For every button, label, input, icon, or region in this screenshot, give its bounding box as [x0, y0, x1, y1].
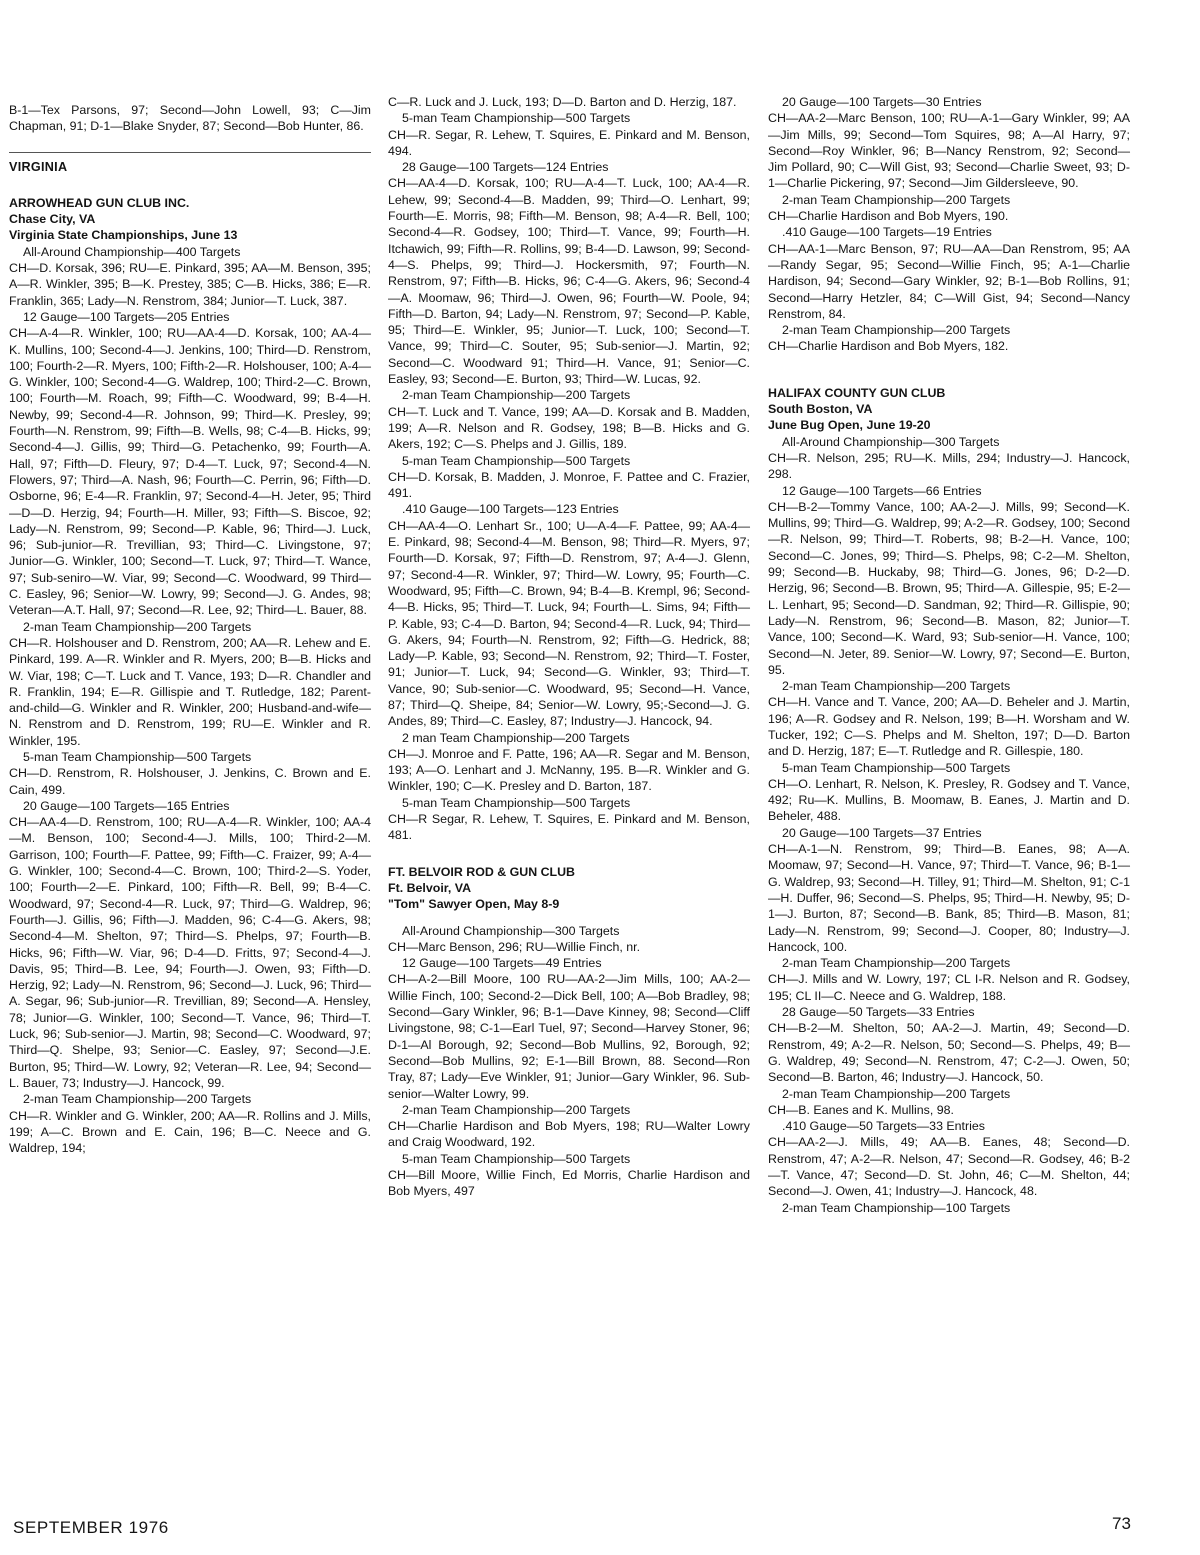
event-category: 2-man Team Championship—200 Targets [782, 1086, 1011, 1101]
event-category: 20 Gauge—100 Targets—165 Entries [23, 798, 230, 813]
results-paragraph: CH—H. Vance and T. Vance, 200; AA—D. Beheler and J. Martin, 196; A—R. Godsey and R. Nelson, 199; B—H. Worsham and W. Tucker, 192; C—S. Phelps and M. Shelton, 197; D—D. Barton and D. Herzig, 187; E—T. Rutledge and R. Gillespie, 180. [768, 695, 1130, 759]
event-category: All-Around Championship—300 Targets [782, 434, 1000, 449]
event-category: 2-man Team Championship—100 Targets [782, 1200, 1011, 1215]
event-category: 2-man Team Championship—200 Targets [402, 1102, 631, 1117]
results-paragraph: CH—B-2—M. Shelton, 50; AA-2—J. Martin, 49; Second—D. Renstrom, 49; A-2—R. Nelson, 50; Second—S. Phelps, 49; B—G. Waldrep, 49; Second—N. Renstrom, 47; C-2—J. Owen, 50; Second—B. Barton, 46; Industry—J. Hancock, 50. [768, 1021, 1130, 1085]
issue-date: SEPTEMBER 1976 [13, 1518, 169, 1537]
event-title: June Bug Open, June 19-20 [768, 418, 931, 433]
column-3 [768, 94, 1130, 1216]
event-category: 20 Gauge—100 Targets—37 Entries [782, 825, 982, 840]
event-title: "Tom" Sawyer Open, May 8-9 [388, 897, 560, 912]
club-name: ARROWHEAD GUN CLUB INC. [9, 195, 190, 210]
results-paragraph: CH—AA-4—D. Korsak, 100; RU—A-4—T. Luck, 100; AA-4—R. Lehew, 99; Second-4—B. Madden, 99; Third—O. Lenhart, 99; Fourth—E. Morris, 98; Fifth—M. Benson, 98; A-4—R. Bell, 100; Second-4—R. Godsey, 100; Third—T. Vance, 99; Fourth—H. Itchawich, 99; Fifth—R. Rollins, 99; B-4—D. Lawson, 99; Second-4—S. Phelps, 99; Third—J. Hockersmith, 97; Fourth—N. Renstrom, 97; Fifth—B. Hicks, 96; C-4—G. Akers, 96; Second-4—A. Moomaw, 96; Third—J. Owen, 96; Fourth—W. Poole, 94; Fifth—D. Barton, 94; Lady—N. Renstrom, 97; Second—P. Kable, 95; Third—E. Winkler, 95; Junior—T. Luck, 100; Second—T. Vance, 99; Third—C. Souter, 95; Sub-senior—J. Martin, 92; Second—C. Woodward 91; Third—H. Vance, 91; Senior—C. Easley, 93; Second—E. Burton, 93; Third—W. Lucas, 92. [388, 176, 750, 387]
results-paragraph: CH—AA-2—Marc Benson, 100; RU—A-1—Gary Winkler, 99; AA—Jim Mills, 99; Second—Tom Squires, 98; A—Al Harry, 97; Second—Roy Winkler, 96; B—Nancy Renstrom, 92; Second—Jim Pollard, 90; C—Will Gist, 93; Second—Charlie Sweet, 93; D-1—Charlie Pickering, 97; Second—Jim Gildersleeve, 90. [768, 111, 1130, 191]
column-2 [388, 94, 750, 1200]
results-paragraph: CH—Charlie Hardison and Bob Myers, 198; RU—Walter Lowry and Craig Woodward, 192. [388, 1119, 750, 1150]
event-category: .410 Gauge—100 Targets—123 Entries [402, 502, 619, 517]
results-paragraph: CH—Charlie Hardison and Bob Myers, 182. [768, 339, 1009, 354]
results-paragraph: CH—J. Mills and W. Lowry, 197; CL I-R. Nelson and R. Godsey, 195; CL II—C. Neece and G. Waldrep, 188. [768, 972, 1130, 1003]
event-category: 2-man Team Championship—200 Targets [402, 388, 631, 403]
event-category: All-Around Championship—400 Targets [23, 244, 241, 259]
event-category: 2-man Team Championship—200 Targets [23, 619, 252, 634]
event-category: 5-man Team Championship—500 Targets [782, 760, 1011, 775]
results-paragraph: CH—R. Segar, R. Lehew, T. Squires, E. Pinkard and M. Benson, 494. [388, 127, 750, 158]
event-category: All-Around Championship—300 Targets [402, 923, 620, 938]
results-paragraph: CH—AA-2—J. Mills, 49; AA—B. Eanes, 48; Second—D. Renstrom, 47; A-2—R. Nelson, 47; Second—R. Godsey, 46; B-2—T. Vance, 47; Second—D. St. John, 46; C—M. Shelton, 44; Second—J. Owen, 41; Industry—J. Hancock, 48. [768, 1135, 1130, 1199]
event-category: .410 Gauge—50 Targets—33 Entries [782, 1119, 985, 1134]
event-category: 20 Gauge—100 Targets—30 Entries [782, 95, 982, 109]
club-location: South Boston, VA [768, 402, 873, 417]
event-category: 5-man Team Championship—500 Targets [402, 795, 631, 810]
club-name: FT. BELVOIR ROD & GUN CLUB [388, 864, 576, 879]
event-category: 12 Gauge—100 Targets—205 Entries [23, 309, 230, 324]
event-category: 12 Gauge—100 Targets—49 Entries [402, 956, 602, 971]
event-category: 2-man Team Championship—200 Targets [23, 1092, 252, 1107]
spacer [388, 913, 750, 923]
state-heading: VIRGINIA [9, 159, 68, 174]
event-category: 2-man Team Championship—200 Targets [782, 323, 1011, 338]
club-location: Chase City, VA [9, 212, 96, 227]
spacer [9, 175, 371, 195]
spacer [768, 375, 1130, 385]
club-name: HALIFAX COUNTY GUN CLUB [768, 385, 946, 400]
results-paragraph: CH—A-1—N. Renstrom, 99; Third—B. Eanes, 98; A—A. Moomaw, 97; Second—H. Vance, 97; Third—T. Vance, 96; B-1—G. Waldrep, 93; Second—H. Tilley, 91; Third—M. Shelton, 91; C-1—H. Duffer, 96; Second—S. Phelps, 95; Third—H. Newby, 95; D-1—J. Burton, 87; Second—B. Bank, 85; Third—B. Mason, 81; Lady—N. Renstrom, 99; Second—J. Cooper, 80; Industry—J. Hancock, 100. [768, 842, 1131, 954]
event-category: 28 Gauge—50 Targets—33 Entries [782, 1005, 975, 1020]
event-category: 12 Gauge—100 Targets—66 Entries [782, 483, 982, 498]
results-paragraph: CH—D. Korsak, 396; RU—E. Pinkard, 395; AA—M. Benson, 395; A—R. Winkler, 395; B—K. Prestey, 385; C—B. Hicks, 386; E—R. Franklin, 365; Lady—N. Renstrom, 384; Junior—T. Luck, 387. [9, 261, 371, 308]
event-category: 5-man Team Championship—500 Targets [23, 749, 252, 764]
event-category: .410 Gauge—100 Targets—19 Entries [782, 225, 992, 240]
spacer [388, 844, 750, 864]
results-paragraph: CH—Bill Moore, Willie Finch, Ed Morris, Charlie Hardison and Bob Myers, 497 [388, 1168, 750, 1199]
event-category: 5-man Team Championship—500 Targets [402, 111, 631, 126]
results-paragraph: CH—R. Winkler and G. Winkler, 200; AA—R. Rollins and J. Mills, 199; A—C. Brown and E. Cain, 196; B—C. Neece and G. Waldrep, 194; [9, 1108, 371, 1156]
event-category: 2-man Team Championship—200 Targets [782, 192, 1011, 207]
results-paragraph: CH—A-4—R. Winkler, 100; RU—AA-4—D. Korsak, 100; AA-4—K. Mullins, 100; Second-4—J. Jenkins, 100; Third—D. Renstrom, 100; Fourth-2—R. Myers, 100; Fifth-2—R. Holshouser, 100; A-4—G. Winkler, 100; Second-4—G. Waldrep, 100; Third-2—C. Brown, 100; Fourth—M. Roach, 99; Fifth—C. Woodward, 99; B-4—H. Newby, 99; Second-4—R. Johnson, 99; Third—K. Presley, 99; Fourth—N. Renstrom, 99; Fifth—B. Wells, 98; C-4—B. Hicks, 99; Second-4—J. Gillis, 99; Third—G. Petachenko, 99; Fourth—A. Hall, 97; Fifth—D. Fleury, 97; D-4—T. Luck, 97; Second-4—N. Flowers, 97; Third—A. Nash, 96; Fourth—C. Perrin, 96; Fifth—D. Osborne, 96; E-4—R. Franklin, 97; Second-4—H. Jeter, 95; Third—D—D. Herzig, 94; Fourth—H. Miller, 93; Fifth—S. Biscoe, 92; Lady—N. Renstrom, 99; Second—P. Kable, 96; Third—J. Luck, 96; Sub-junior—R. Trevillian, 93; Third—C. Livingstone, 97; Junior—G. Winkler, 100; Second—T. Luck, 97; Third—T. Wance, 97; Sub-seniro—W. Viar, 99; Second—C. Woodward, 99 Third—C. Easley, 96; Senior—W. Lowry, 99; Second—J. G. Andes, 98; Veteran—A.T. Hall, 97; Second—R. Lee, 92; Third—L. Bauer, 88. [9, 326, 371, 618]
results-paragraph: CH—AA-4—D. Renstrom, 100; RU—A-4—R. Winkler, 100; AA-4—M. Benson, 100; Second-4—J. Mills, 100; Third-2—M. Garrison, 100; Fourth—F. Pattee, 99; Fifth—C. Fraizer, 99; A-4—G. Winkler, 100; Second-4—C. Brown, 100; Third-2—S. Yoder, 100; Fourth—2—E. Pinkard, 100; Fifth—R. Bell, 99; B-4—C. Woodward, 97; Second-4—R. Luck, 97; Third—G. Waldrep, 96; Fourth—J. Gillis, 96; Fifth—J. Madden, 96; C-4—G. Akers, 98; Second-4—M. Shelton, 97; Third—S. Phelps, 97; Fourth—B. Hicks, 96; Fifth—W. Viar, 96; D-4—D. Fritts, 97; Second-4—J. Davis, 95; Third—B. Lee, 94; Fourth—J. Owen, 93; Fifth—D. Herzig, 92; Lady—N. Renstrom, 96; Second—J. Luck, 96; Third—A. Segar, 96; Sub-junior—R. Trevillian, 89; Second—A. Hensley, 78; Junior—G. Winkler, 100; Second—T. Vance, 96; Third—T. Luck, 96; Sub-senior—J. Martin, 98; Second—C. Woodward, 97; Third—Q. Shelpe, 93; Senior—C. Easley, 97; Second—J.E. Burton, 95; Third—W. Lowry, 92; Veteran—R. Lee, 94; Second—L. Bauer, 73; Industry—J. Hancock, 99. [9, 815, 371, 1090]
results-paragraph: CH—Marc Benson, 296; RU—Willie Finch, nr. [388, 939, 641, 954]
event-category: 5-man Team Championship—500 Targets [402, 453, 631, 468]
results-paragraph: CH—J. Monroe and F. Patte, 196; AA—R. Segar and M. Benson, 193; A—O. Lenhart and J. McNanny, 195. B—R. Winkler and G. Winkler, 190; C—K. Presley and D. Barton, 187. [388, 746, 750, 794]
results-paragraph: CH—A-2—Bill Moore, 100 RU—AA-2—Jim Mills, 100; AA-2—Willie Finch, 100; Second-2—Dick Bell, 100; A—Bob Bradley, 98; Second—Gary Winkler, 96; B-1—Dave Kinney, 98; Second—Cliff Livingstone, 98; C-1—Earl Tuel, 97; Second—Harvey Stoner, 96; D-1—Al Borough, 92; Second—Bob Mullins, 92, Borough, 92; Second—Bob Mullins, 92; E-1—Bill Brown, 88. Second—Ron Tray, 87; Lady—Eve Winkler, 91; Junior—Gary Winkler, 96. Sub-senior—Walter Lowry, 99. [388, 972, 750, 1101]
event-category: 2 man Team Championship—200 Targets [402, 730, 630, 745]
event-title: Virginia State Championships, June 13 [9, 228, 238, 243]
page-number: 73 [1112, 1514, 1131, 1533]
event-category: 5-man Team Championship—500 Targets [402, 1151, 631, 1166]
results-paragraph: CH—R. Holshouser and D. Renstrom, 200; AA—R. Lehew and E. Pinkard, 199. A—R. Winkler and R. Myers, 200; B—B. Hicks and W. Viar, 198; C—T. Luck and T. Vance, 193; D—R. Chandler and R. Franklin, 194; E—R. Gillispie and T. Rutledge, 182; Parent-and-child—G. Winkler and R. Winkler, 200; Husband-and-wife—N. Renstrom and D. Renstrom, 199; RU—E. Winkler and R. Winkler, 195. [9, 635, 371, 748]
event-category: 2-man Team Championship—200 Targets [782, 956, 1011, 971]
event-category: 2-man Team Championship—200 Targets [782, 679, 1011, 694]
results-paragraph: CH—AA-4—O. Lenhart Sr., 100; U—A-4—F. Pattee, 99; AA-4—E. Pinkard, 98; Second-4—M. Benson, 98; Third—R. Myers, 97; Fourth—D. Korsak, 97; Fifth—D. Renstrom, 97; A-4—J. Glenn, 97; Second-4—R. Winkler, 97; Third—W. Lowry, 95; Fourth—C. Woodward, 95; Fifth—C. Brown, 94; B-4—B. Krempl, 96; Second-4—B. Hicks, 95; Third—T. Luck, 94; Fourth—L. Sims, 94; Fifth—P. Kable, 93; C-4—D. Barton, 94; Second-4—R. Luck, 94; Third—G. Akers, 94; Fourth—N. Renstrom, 92; Fifth—G. Hedrick, 88; Lady—P. Kable, 93; Second—N. Renstrom, 92; Third—T. Foster, 91; Junior—T. Luck, 94; Second—G. Winkler, 93; Third—T. Vance, 90; Sub-senior—C. Woodward, 95; Second—H. Vance, 87; Third—Q. Sheipe, 84; Senior—W. Lowry, 95;-Second—J. G. Andes, 89; Third—C. Easley, 87; Industry—J. Hancock, 94. [388, 518, 750, 729]
results-paragraph: CH—B-2—Tommy Vance, 100; AA-2—J. Mills, 99; Second—K. Mullins, 99; Third—G. Waldrep, 99; A-2—R. Godsey, 100; Second—R. Nelson, 99; Third—T. Roberts, 98; B-2—H. Vance, 100; Second—C. Jones, 99; Third—S. Phelps, 98; C-2—M. Shelton, 99; Second—B. Huckaby, 98; Third—G. Jones, 96; D-2—D. Herzig, 96; Second—B. Brown, 95; Third—A. Gillespie, 95; E-2—L. Lenhart, 95; Second—D. Sandman, 92; Third—R. Gillispie, 90; Lady—N. Renstrom, 96; Second—B. Mason, 82; Junior—T. Vance, 100; Second—K. Ward, 93; Sub-senior—H. Vance, 100; Second—N. Jeter, 89. Senior—W. Lowry, 97; Second—E. Burton, 95. [768, 499, 1130, 677]
results-paragraph: CH—Charlie Hardison and Bob Myers, 190. [768, 209, 1009, 224]
results-paragraph: C—R. Luck and J. Luck, 193; D—D. Barton and D. Herzig, 187. [388, 95, 737, 109]
results-paragraph: CH—AA-1—Marc Benson, 97; RU—AA—Dan Renstrom, 95; AA—Randy Segar, 95; Second—Willie Finch, 95; A-1—Charlie Hardison, 94; Second—Gary Winkler, 92; B-1—Bob Rollins, 91; Second—Harry Hetzler, 84; C—Will Gist, 94; Second—Nancy Renstrom, 84. [768, 241, 1130, 321]
club-location: Ft. Belvoir, VA [388, 880, 472, 895]
results-paragraph: CH—O. Lenhart, R. Nelson, K. Presley, R. Godsey and T. Vance, 492; Ru—K. Mullins, B. Moomaw, B. Eanes, J. Martin and D. Beheler, 488. [768, 776, 1130, 824]
column-1 [9, 102, 371, 1156]
results-paragraph: CH—T. Luck and T. Vance, 199; AA—D. Korsak and B. Madden, 199; A—R. Nelson and R. Godsey, 198; B—B. Hicks and G. Akers, 192; C—S. Phelps and J. Gillis, 189. [388, 404, 750, 452]
section-divider [9, 152, 371, 153]
results-paragraph: CH—D. Renstrom, R. Holshouser, J. Jenkins, C. Brown and E. Cain, 499. [9, 766, 371, 797]
spacer [768, 355, 1130, 375]
results-paragraph: CH—R Segar, R. Lehew, T. Squires, E. Pinkard and M. Benson, 481. [388, 812, 750, 843]
results-paragraph: CH—B. Eanes and K. Mullins, 98. [768, 1102, 954, 1117]
results-paragraph: B-1—Tex Parsons, 97; Second—John Lowell, 93; C—Jim Chapman, 91; D-1—Blake Snyder, 87; Second—Bob Hunter, 86. [9, 103, 371, 134]
results-paragraph: CH—R. Nelson, 295; RU—K. Mills, 294; Industry—J. Hancock, 298. [768, 450, 1130, 482]
event-category: 28 Gauge—100 Targets—124 Entries [402, 160, 609, 175]
results-paragraph: CH—D. Korsak, B. Madden, J. Monroe, F. Pattee and C. Frazier, 491. [388, 469, 750, 501]
